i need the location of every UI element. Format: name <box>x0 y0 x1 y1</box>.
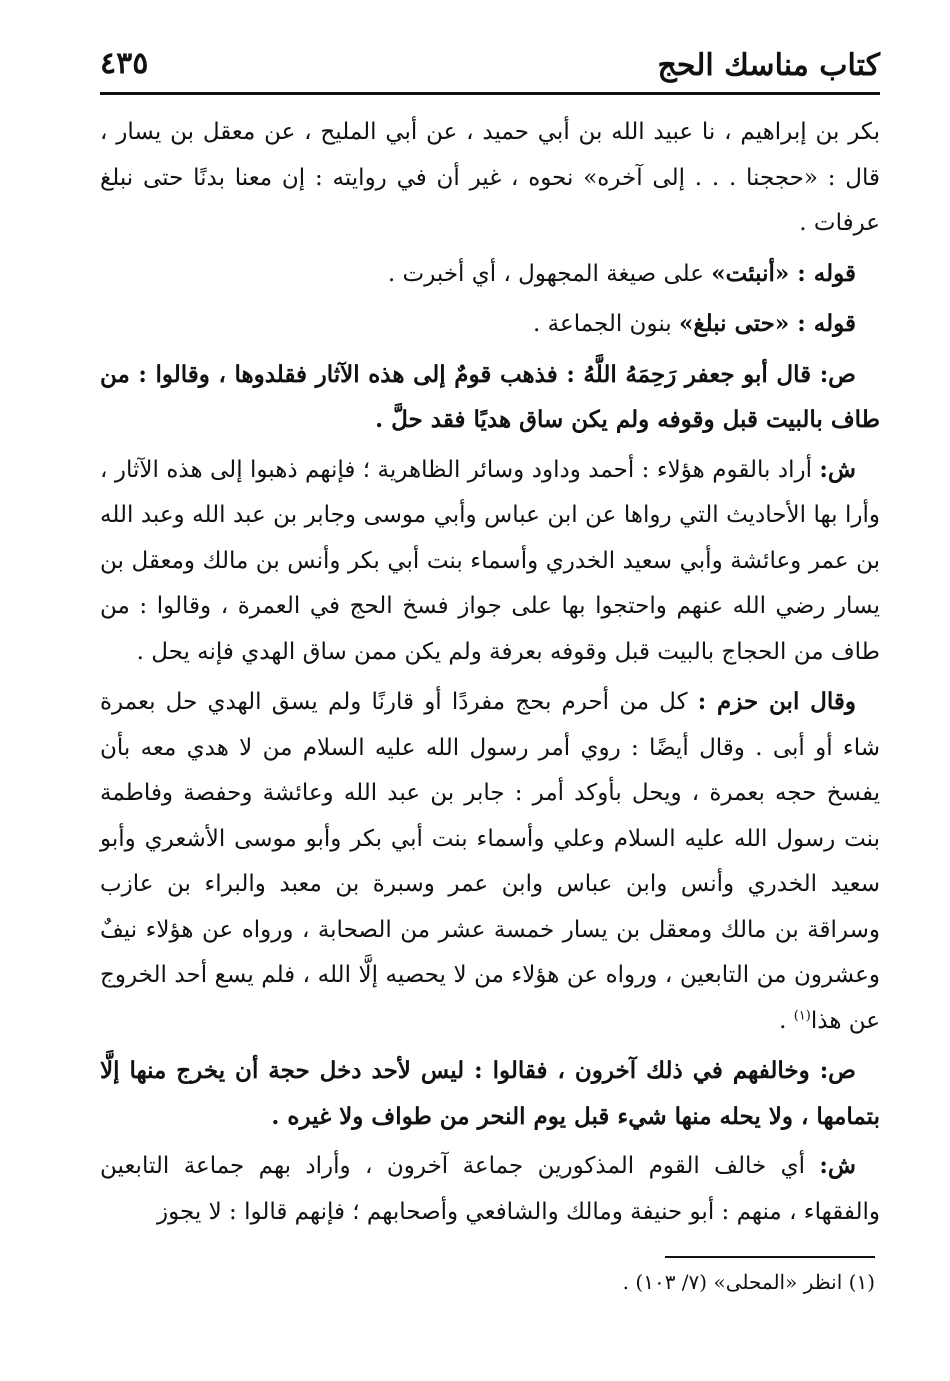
paragraph-matn-dissent <box>100 1048 880 1139</box>
paragraph-matn-abu-jafar <box>100 352 880 443</box>
paragraph-text: على صيغة المجهول ، أي أخبرت . <box>387 260 712 287</box>
page-header <box>100 42 880 92</box>
page-number: ٤٣٥ <box>100 46 149 81</box>
paragraph-lead: وقال ابن حزم : <box>697 688 857 715</box>
paragraph-lead: قوله : «أنبئت» <box>711 259 856 287</box>
paragraph-sharh-fuqaha <box>100 1143 880 1235</box>
paragraph-text: أراد بالقوم هؤلاء : أحمد وداود وسائر الظاهرية ؛ فإنهم ذهبوا إلى هذه الآثار ، وأرا بها الأحاديث التي رواها عن ابن عباس وأبي موسى وجابر بن عبد الله وعبد الله بن عمر وعائشة وأبي سعيد الخدري وأسماء بنت أبي بكر وأنس بن مالك ومعقل بن يسار رضي الله عنهم واحتجوا بها على جواز فسخ الحج في العمرة ، وقالوا : من طاف من الحجاج بالبيت قبل وقوفه بعرفة ولم يكن ممن ساق الهدي فإنه يحل . <box>100 456 880 665</box>
paragraph-lead: قوله : «حتى نبلغ» <box>678 310 856 337</box>
paragraph-text: بكر بن إبراهيم ، نا عبيد الله بن أبي حميد ، عن أبي المليح ، عن معقل بن يسار ، قال : «حججنا . . . إلى آخره» نحوه ، غير أن في روايته : إن معنا بدنًا حتى نبلغ عرفات . <box>100 119 880 236</box>
paragraph-sharh-zahiriyya <box>100 447 880 676</box>
paragraph-gloss-unbi-tu <box>100 251 880 298</box>
running-title: كتاب مناسك الحج <box>657 48 880 83</box>
paragraph-lead: ش: <box>819 455 856 483</box>
paragraph-text: بنون الجماعة . <box>533 311 679 337</box>
paragraph-text: أي خالف القوم المذكورين جماعة آخرون ، وأراد بهم جماعة التابعين والفقهاء ، منهم : أبو حنيفة ومالك والشافعي وأصحابهم ؛ فإنهم قالوا : لا يجوز <box>100 1153 880 1225</box>
footnote-marker: (١) <box>793 1007 811 1023</box>
footnote: (١) انظر «المحلى» (٧/ ١٠٣) . <box>622 1270 875 1294</box>
footnote-rule <box>665 1256 875 1258</box>
paragraph-tail: . <box>779 1007 794 1034</box>
paragraph-isnad-continuation <box>100 110 880 247</box>
header-rule <box>100 92 880 95</box>
paragraph-ibn-hazm <box>100 679 880 1044</box>
paragraph-text: ص: وخالفهم في ذلك آخرون ، فقالوا : ليس لأحد دخل حجة أن يخرج منها إلَّا بتمامها ، ولا يحله منها شيء قبل يوم النحر من طواف ولا غيره . <box>100 1057 880 1130</box>
paragraph-gloss-hatta-nablugh <box>100 301 880 348</box>
paragraph-text: ص: قال أبو جعفر رَحِمَهُ اللَّهُ : فذهب قومٌ إلى هذه الآثار فقلدوها ، وقالوا : من طاف بالبيت قبل وقوفه ولم يكن ساق هديًا فقد حلَّ . <box>100 360 880 433</box>
paragraph-text: كل من أحرم بحج مفردًا أو قارنًا ولم يسق الهدي حل بعمرة شاء أو أبى . وقال أيضًا : روي أمر رسول الله عليه السلام من لا هدي معه بأن يفسخ حجه بعمرة ، ويحل بأوكد أمر : جابر بن عبد الله وعائشة وحفصة وفاطمة بنت رسول الله عليه السلام وعلي وأسماء بنت أبي بكر وأبو موسى الأشعري وأبو سعيد الخدري وأنس وابن عباس وابن عمر وسبرة بن معبد والبراء بن عازب وسراقة بن مالك ومعقل بن يسار خمسة عشر من الصحابة ، ورواه عن هؤلاء نيفٌ وعشرون من التابعين ، ورواه عن هؤلاء من لا يحصيه إلَّا الله ، فلم يسع أحد الخروج عن هذا <box>100 689 880 1034</box>
paragraph-lead: ش: <box>819 1152 856 1179</box>
main-text <box>100 110 880 1239</box>
